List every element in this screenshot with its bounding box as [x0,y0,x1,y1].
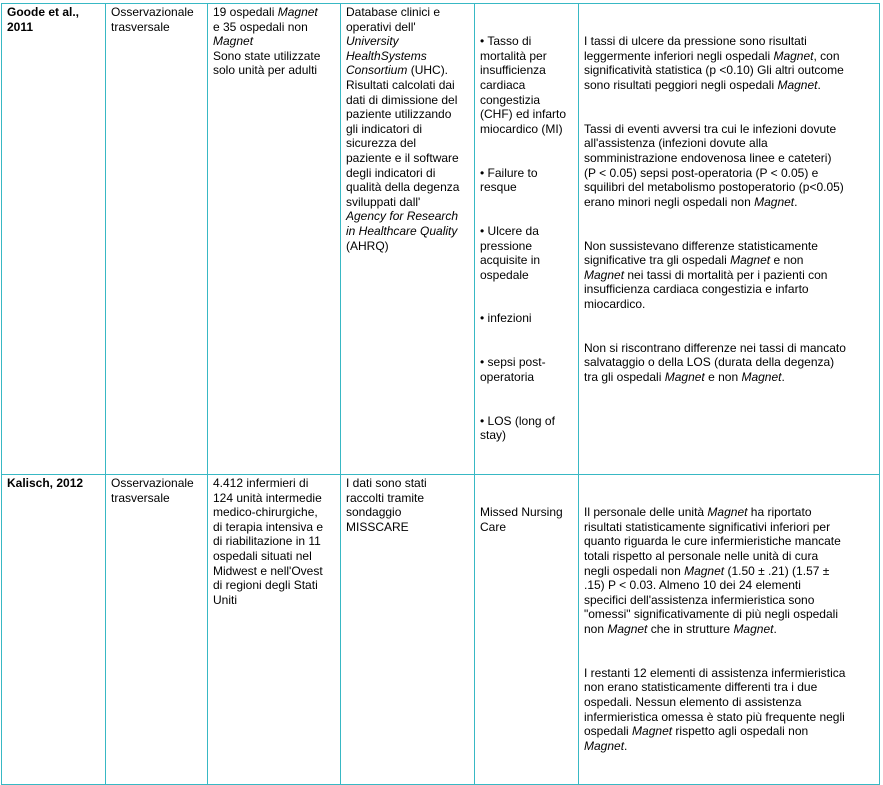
results-cell [579,475,880,785]
results-paragraph: Non si riscontrano differenze nei tassi di mancato salvataggio o della LOS (durata della degenza) tra gli ospedali Magnet e non Magnet. [584,340,846,384]
outcome-item: • Failure to resque [480,165,538,195]
literature-table [1,3,880,785]
data-source-cell: Database clinici e operativi dell' University HealthSystems Consortium (UHC). Risultati calcolati dai dati di dimissione del paziente utilizzando gli indicatori di sicurezza del paziente e il software degli indicatori di qualità della degenza sviluppati dall' Agency for Research in Healthcare Quality (AHRQ) [341,4,475,475]
outcome-item: • infezioni [480,311,532,326]
results-cell [579,4,880,475]
author-cell: Kalisch, 2012 [2,475,106,785]
design-cell: Osservazionale trasversale [106,4,208,475]
outcomes-cell [475,475,579,785]
author-cell: Goode et al., 2011 [2,4,106,475]
outcome-item: • Tasso di mortalità per insufficienza cardiaca congestizia (CHF) ed infarto miocardico (MI) [480,34,567,136]
outcome-item: • LOS (long of stay) [480,413,555,443]
results-paragraph: I tassi di ulcere da pressione sono risultati leggermente inferiori negli ospedali Magnet, con significatività statistica (p <0.10) Gli altri outcome sono risultati peggiori negli ospedali Magnet. [584,34,844,92]
outcome-item: • Ulcere da pressione acquisite in ospedale [480,223,541,282]
results-paragraph: Il personale delle unità Magnet ha riportato risultati statisticamente significativi inferiori per quanto riguarda le cure infermieristiche mancate totali rispetto al personale nelle unità di cura negli ospedali non Magnet (1.50 ± .21) (1.57 ± .15) P < 0.03. Almeno 10 dei 24 elementi specifici dell'assistenza infermieristica sono "omessi" significativamente di più negli ospedali non Magnet che in strutture Magnet. [584,505,841,636]
outcome-item: • sepsi post- operatoria [480,355,546,384]
table-row [2,4,880,475]
sample-cell: 19 ospedali Magnet e 35 ospedali non Magnet Sono state utilizzate solo unità per adulti [208,4,341,475]
data-source-cell: I dati sono stati raccolti tramite sondaggio MISSCARE [341,475,475,785]
design-cell: Osservazionale trasversale [106,475,208,785]
outcomes-cell [475,4,579,475]
table-row [2,475,880,785]
outcome-item: Missed Nursing Care [480,505,563,534]
results-paragraph: I restanti 12 elementi di assistenza infermieristica non erano statisticamente differenti tra i due ospedali. Nessun elemento di assistenza infermieristica omessa è stato più frequente negli ospedali Magnet rispetto agli ospedali non Magnet. [584,665,846,753]
sample-cell: 4.412 infermieri di 124 unità intermedie medico-chirurgiche, di terapia intensiva e di riabilitazione in 11 ospedali situati nel Midwest e nell'Ovest di regioni degli Stati Uniti [208,475,341,785]
results-paragraph: Tassi di eventi avversi tra cui le infezioni dovute all'assistenza (infezioni dovute alla somministrazione endovenosa linee e cateteri) (P < 0.05) sepsi post-operatoria (P < 0.05) e squilibri del metabolismo postoperatorio (p<0.05) erano minori negli ospedali non Magnet. [584,121,844,209]
results-paragraph: Non sussistevano differenze statisticamente significative tra gli ospedali Magnet e non Magnet nei tassi di mortalità per i pazienti con insufficienza cardiaca congestizia e infarto miocardico. [584,238,828,311]
